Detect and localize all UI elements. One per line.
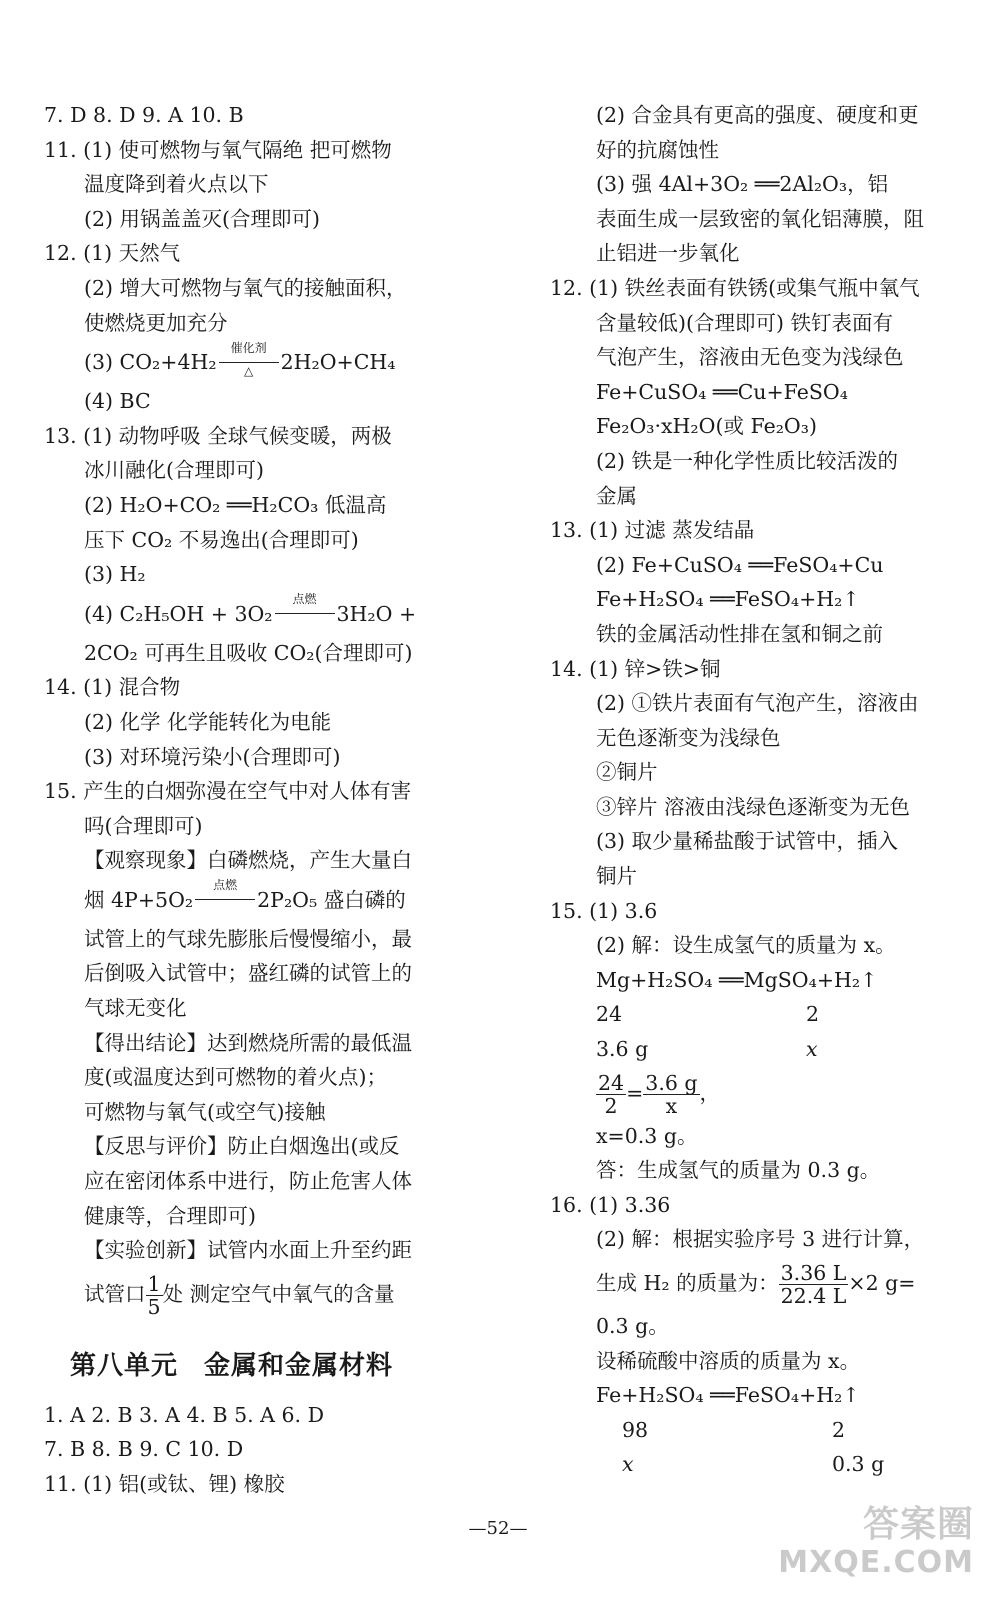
answer-line: 7. B 8. B 9. C 10. D [44,1437,244,1462]
spacer [44,1320,450,1334]
answer-line: 铜片 [596,864,637,889]
condition-ignite: 点燃 [292,592,317,607]
answer-line: 可燃物与氧气(或空气)接触 [84,1099,326,1124]
answer-line: Fe+H₂SO₄ ══FeSO₄+H₂↑ [596,587,860,612]
ratio-right: 0.3 g [832,1452,885,1477]
watermark-logo [778,1506,974,1582]
page-number: —52— [468,1518,528,1539]
comma: ， [699,1080,721,1105]
denominator: x [665,1093,678,1118]
answer-line: Fe+H₂SO₄ ══FeSO₄+H₂↑ [596,1383,860,1408]
answer-line: (2) 合金具有更高的强度、硬度和更 [596,103,919,127]
text-segment: 试管口 [84,1281,146,1306]
answer-line: 含量较低)(合理即可) 铁钉表面有 [596,310,894,335]
answer-line: 13. (1) 过滤 蒸发结晶 [550,518,755,543]
equals-sign: = [626,1080,644,1105]
equation-products: 2P₂O₅ 盛白磷的 [257,887,406,912]
watermark-url: MXQE.COM [778,1545,974,1580]
numerator: 3.36 L [780,1261,847,1285]
answer-line: 度(或温度达到可燃物的着火点)； [84,1065,387,1090]
answer-line: (3) 对环境污染小(合理即可) [84,744,341,769]
equation-line [44,592,450,636]
answer-line: 13. (1) 动物呼吸 全球气候变暖，两极 [44,423,392,448]
answer-line: ③锌片 溶液由浅绿色逐渐变为无色 [596,794,911,819]
answer-line: Fe+CuSO₄ ══Cu+FeSO₄ [596,379,848,404]
answer-line: 冰川融化(合理即可) [84,458,264,483]
equation-products: 3H₂O + [336,601,417,626]
text-segment: 生成 H₂ 的质量为： [596,1271,779,1295]
equation-products: 2H₂O+CH₄ [280,350,396,375]
right-column [550,98,966,1482]
equals-bar [195,899,255,900]
answer-line: 14. (1) 混合物 [44,675,181,700]
answer-line: 后倒吸入试管中；盛红磷的试管上的 [84,961,412,986]
unit-number: 第八单元 [70,1350,179,1381]
text-segment: 处 测定空气中氧气的含量 [162,1281,395,1306]
answer-line: 12. (1) 铁丝表面有铁锈(或集气瓶中氧气 [550,275,920,300]
condition-ignite: 点燃 [213,878,238,893]
numerator: 3.6 g [645,1070,698,1095]
fraction [643,1072,699,1117]
answer-line: (2) 化学 化学能转化为电能 [84,709,332,734]
answer-line: 0.3 g。 [596,1314,669,1338]
ratio-line [556,997,966,1032]
reaction-condition [193,878,257,918]
answer-line: 温度降到着火点以下 [84,172,269,197]
equation-reactants: (4) C₂H₅OH + 3O₂ [84,601,273,626]
fraction [146,1273,163,1318]
equation-line [44,340,450,384]
ratio-line [556,1447,966,1482]
fraction-line [44,1268,450,1320]
ratio-left: x [622,1452,634,1477]
numerator: 1 [147,1271,161,1296]
answer-line: 答：生成氢气的质量为 0.3 g。 [596,1158,881,1183]
answer-line: 11. (1) 铝(或钛、锂) 橡胶 [44,1472,285,1496]
answer-line: (2) H₂O+CO₂ ══H₂CO₃ 低温高 [84,492,387,517]
ratio-line [556,1413,966,1448]
answer-line: x=0.3 g。 [596,1123,698,1148]
answer-line: 14. (1) 锌>铁>铜 [550,656,721,681]
ratio-left: 3.6 g [596,1037,649,1062]
equals-bar [275,613,335,614]
answer-line: 设稀硫酸中溶质的质量为 x。 [596,1348,861,1373]
answer-line: (2) ①铁片表面有气泡产生，溶液由 [596,691,919,716]
equation-reactants: 烟 4P+5O₂ [84,887,194,912]
answer-line: 11. (1) 使可燃物与氧气隔绝 把可燃物 [44,137,392,162]
reaction-condition [217,340,281,381]
answer-line: (4) BC [84,389,151,414]
answer-line: 气泡产生，溶液由无色变为浅绿色 [596,345,904,370]
equation-reactants: (3) CO₂+4H₂ [84,350,217,375]
answer-line: 2CO₂ 可再生且吸收 CO₂(合理即可) [84,640,413,665]
unit-heading [44,1334,450,1398]
answer-line: (2) Fe+CuSO₄ ══FeSO₄+Cu [596,552,884,577]
answer-line: 12. (1) 天然气 [44,241,181,266]
proportion-line [556,1067,966,1119]
equals-bar [219,362,279,363]
answer-line: 使燃烧更加充分 [84,310,228,335]
answer-line: ②铜片 [596,760,658,785]
ratio-right: 2 [806,1002,820,1027]
unit-title: 金属和金属材料 [204,1350,394,1381]
ratio-left: 98 [622,1417,649,1442]
ratio-right: x [806,1037,818,1062]
answer-line: 压下 CO₂ 不易逸出(合理即可) [84,527,359,552]
answer-line: (2) 解：设生成氢气的质量为 x。 [596,933,896,958]
answer-line: 【观察现象】白磷燃烧，产生大量白 [84,848,412,873]
fraction [596,1072,626,1117]
text-segment: ×2 g= [848,1271,916,1295]
equation-line [44,878,450,922]
answer-line: 健康等，合理即可) [84,1203,256,1228]
answer-line: (3) 取少量稀盐酸于试管中，插入 [596,829,899,854]
condition-catalyst: 催化剂 [230,340,267,355]
answer-line: 15. 产生的白烟弥漫在空气中对人体有害 [44,779,412,804]
answer-line: 【得出结论】达到燃烧所需的最低温 [84,1030,412,1055]
answer-line: 16. (1) 3.36 [550,1192,671,1217]
left-column [44,98,450,1502]
answer-line: 金属 [596,483,637,508]
answer-line: 应在密闭体系中进行，防止危害人体 [84,1169,412,1194]
ratio-right: 2 [832,1417,846,1442]
fraction-line [556,1257,966,1309]
answer-line: 【反思与评价】防止白烟逸出(或反 [84,1134,400,1159]
answer-line: 【实验创新】试管内水面上升至约距 [84,1238,412,1263]
numerator: 24 [598,1070,625,1095]
answer-line: (2) 解：根据实验序号 3 进行计算， [596,1227,925,1252]
ratio-left: 24 [596,1002,623,1027]
answer-line: 铁的金属活动性排在氢和铜之前 [596,621,883,646]
answer-line: 止铝进一步氧化 [596,241,740,266]
answer-line: 无色逐渐变为浅绿色 [596,725,781,750]
answer-line: 表面生成一层致密的氧化铝薄膜，阻 [596,206,924,231]
denominator: 2 [604,1093,618,1118]
answer-line: (3) 强 4Al+3O₂ ══2Al₂O₃，铝 [596,172,889,197]
answer-line: 1. A 2. B 3. A 4. B 5. A 6. D [44,1402,325,1427]
watermark-text: 答案圈 [862,1504,974,1545]
answer-line: (2) 增大可燃物与氧气的接触面积， [84,275,407,300]
answer-line: (2) 用锅盖盖灭(合理即可) [84,206,321,231]
answer-line: Fe₂O₃·xH₂O(或 Fe₂O₃) [596,414,817,439]
answer-line: 好的抗腐蚀性 [596,137,719,162]
ratio-line [556,1032,966,1067]
answer-line: (3) H₂ [84,562,146,587]
reaction-condition [273,592,337,632]
denominator: 22.4 L [780,1284,847,1308]
answer-line: 吗(合理即可) [84,813,203,838]
answer-line: 试管上的气球先膨胀后慢慢缩小，最 [84,926,412,951]
answer-line: 15. (1) 3.6 [550,898,658,923]
denominator: 5 [147,1294,161,1319]
answer-line: 7. D 8. D 9. A 10. B [44,103,244,127]
fraction [779,1262,849,1307]
answer-line: (2) 铁是一种化学性质比较活泼的 [596,448,899,473]
answer-line: 气球无变化 [84,996,187,1021]
condition-heat: △ [243,363,254,378]
answer-line: Mg+H₂SO₄ ══MgSO₄+H₂↑ [596,967,878,992]
